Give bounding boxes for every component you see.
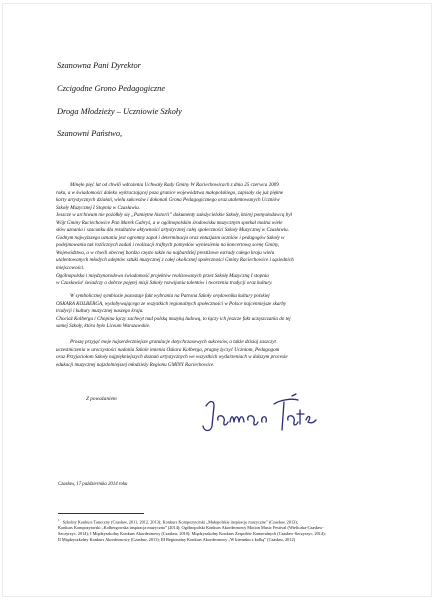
footnote-divider xyxy=(58,513,144,514)
footnote-line xyxy=(58,517,374,525)
salutation-students: Droga Młodzieży – Uczniowie Szkoły xyxy=(57,107,182,116)
body-line: Proszę przyjąć moje najserdeczniejsze gratulacje dotychczasowych sukcesów, a także dzisiaj zaszczyt xyxy=(70,339,276,345)
body-line: roku, a w świadomości daleko wykraczającej poza granice województwa małopolskiego, zapisały się już piękne xyxy=(56,189,284,196)
body-line: Ogólnopolska i międzynarodowa świadomość projektów realizowanych przez Szkołę Muzyczną I stopnia xyxy=(56,272,269,279)
paragraph-anniversary xyxy=(56,182,371,288)
body-line: Godnym najwyższego uznania jest ogromny zapał i determinacja oraz entuzjazm uczniów i pedagogów Szkoły w xyxy=(56,234,285,241)
salutation-teachers: Czcigodne Grono Pedagogiczne xyxy=(57,84,166,93)
footnote-text: Szkolny Konkurs Taneczny (Czasław, 2011, 2012, 2013); Konkurs Kompozytorski „Małopolskie inspiracje muzyczne” (Czasław, 2013); xyxy=(62,519,298,525)
body-line: w Czasławiu¹ świadczy o dobrze pojętej misji Szkoły rozwijania talentów i tworzenia tradycji oraz kultury. xyxy=(56,280,273,287)
footnote xyxy=(58,517,374,543)
footnote-line: Konkurs Kompozytorski „Kolbergowska inspiracja muzyczna” (2014); Ogólnopolski Konkurs Akordeonowy Motion Music Festival (Wieliczka-Czasław- xyxy=(58,525,324,531)
body-line: słów uznania i szacunku dla rezultatów aktywności artystycznej całej społeczności Szkoły Muzycznej w Czasławiu. xyxy=(56,227,289,234)
paragraph-patron xyxy=(56,293,371,331)
body-line: W symbolicznej symbiozie pozostaje fakt wybrania na Patrona Szkoły orędownika kultury polskiej xyxy=(70,293,270,299)
closing-text: Z poważaniem xyxy=(86,396,117,402)
body-line: Szkoły Muzycznej I Stopnia w Czasławiu. xyxy=(56,204,141,211)
body-line: miejscowości. xyxy=(56,265,85,272)
footnote-line: II Międzyszkolny Konkurs Akordeonowy (Czasław, 2011); III Regionalny Konkurs Akordeonowy „W kierunku z kolbą” (Czasław, 2012) xyxy=(58,537,296,543)
footnote-line: Szczyrzyc, 2014); I Międzyszkolny Konkurs Akordeonowy (Czasław, 2010); Międzyszkolny Konkurs Zespołów Kameralnych (Czasław-Szczyrzyc, 2014); xyxy=(58,531,326,537)
body-line: Chociaż Kolberga i Chopina łączy zachwyt nad polską muzyką ludową, to łączy ich jeszcze fakt uczęszczania do tej xyxy=(56,315,291,322)
body-line: podejmowaniu tak rozlicznych zadań i realizacji trafnych pomysłów wyniesienia na koncertową scenę Gminy, xyxy=(56,242,280,249)
body-line: tradycji i kultury muzycznej naszego kraju. xyxy=(56,308,144,315)
body-line: Minęło pięć lat od chwili wdrożenia Uchwały Rady Gminy W Raciechowicach z dnia 25 czerwca 2009 xyxy=(70,182,279,188)
body-line: edukacji muzycznej najzdolniejszej młodzieży Regionu GMINY Raciechowice. xyxy=(56,361,215,368)
place-date: Czasław, 17 października 2014 roku xyxy=(58,482,128,487)
body-line: oraz Przyjaciołom Szkoły najpiękniejszych doznań artystycznych we wszystkich wydarzeniach w dalszym procesie xyxy=(56,354,288,361)
salutation-director: Szanowna Pani Dyrektor xyxy=(57,61,141,70)
handwritten-signature xyxy=(200,392,320,436)
body-line: samej Szkoły, która było Liceum Warszawskie. xyxy=(56,323,151,330)
body-line: Jeszcze w archiwum nie pożółkły się „Pamiętne historii” dokumenty założycielskie Szkoły, której pomysłodawcą był xyxy=(56,212,292,219)
body-line: karty artystycznych działań, wielu sukcesów i dokonań Grona Pedagogicznego oraz utalentowanych Uczniów xyxy=(56,197,280,204)
body-line: Województwa, a w chwili obecnej bardzo często także na najbardziej prestiżowe estrady całego kraju wielu xyxy=(56,249,275,256)
footnote-mark: 1 xyxy=(58,518,60,522)
body-line: uczestniczenia w uroczystości nadania Szkole imienia Oskara Kolberga, pragnę życzyć Uczniom, Pedagogom xyxy=(56,346,280,353)
body-line: OSKARA KOLBERGA, wydobywającego ze wszystkich regionalnych społeczności w Polsce najcenniejsze skarby xyxy=(56,300,287,307)
salutation-guests: Szanowni Państwo, xyxy=(57,129,123,138)
body-line: utalentowanych młodych adeptów sztuki muzycznej z całej okolicznej społeczności Gminy Raciechowice i sąsiednich xyxy=(56,257,294,264)
paragraph-congratulations xyxy=(56,339,371,369)
body-line: Wójt Gminy Raciechowice Pan Marek Gabryś, a w ogólnopolskim środowisku muzycznym spotkał można wiele xyxy=(56,219,283,226)
